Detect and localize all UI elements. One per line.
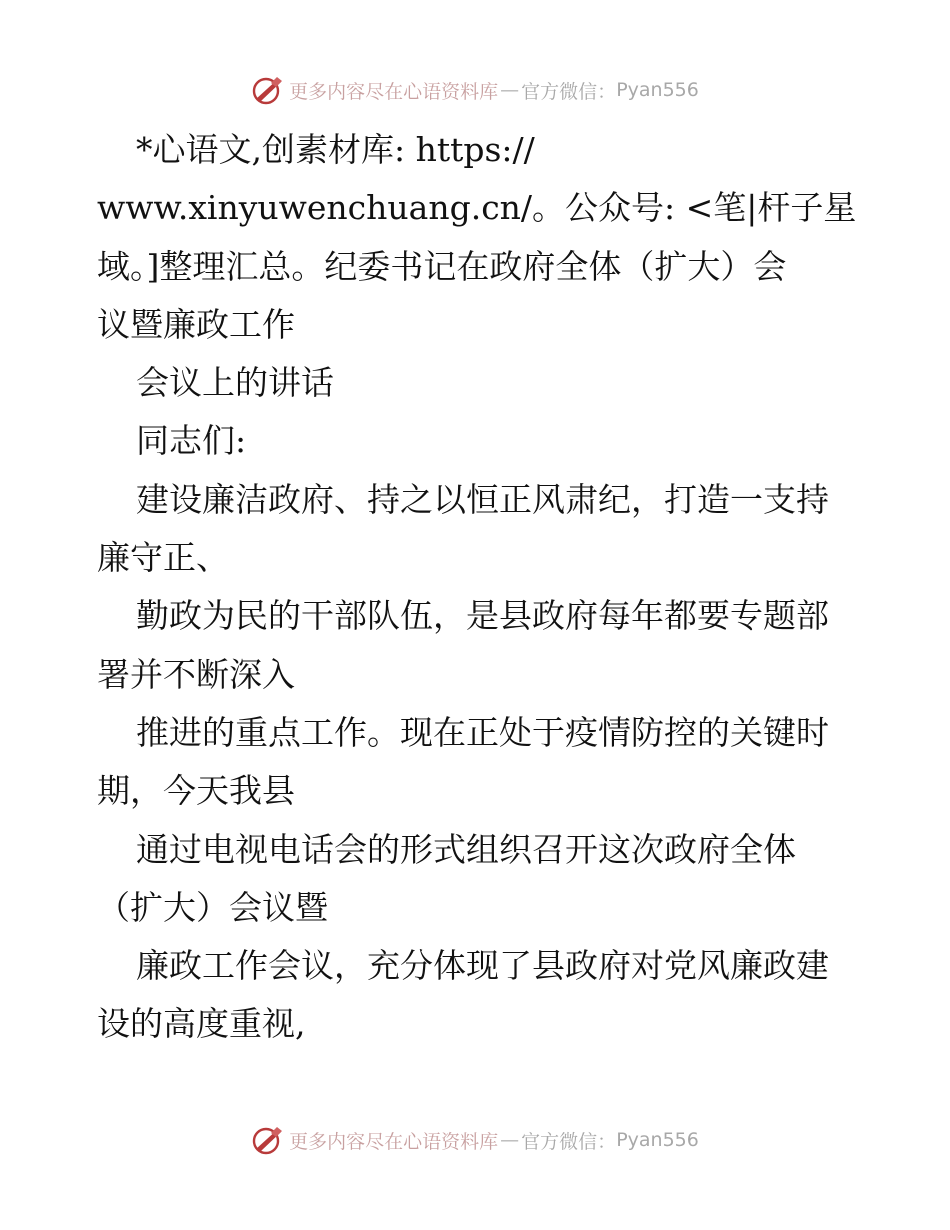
quill-logo-icon	[251, 73, 285, 107]
text-line: 建设廉洁政府、持之以恒正风肃纪，打造一支持	[136, 479, 829, 519]
banner-official-label: 官方微信：	[521, 1130, 617, 1153]
banner-official-label: 官方微信：	[521, 80, 617, 103]
text-line: *心语文,创素材库: https://	[136, 130, 535, 169]
text-line: www.xinyuwenchuang.cn/。公众号: <笔|杆子星	[97, 188, 857, 228]
text-line: （扩大）会议暨	[97, 887, 328, 927]
text-line: 设的高度重视,	[97, 1004, 306, 1044]
quill-logo-icon	[251, 1123, 285, 1157]
text-line: 会议上的讲话	[136, 363, 334, 403]
document-body	[97, 121, 867, 1054]
text-line: 同志们:	[136, 421, 247, 461]
text-line: 域。]整理汇总。纪委书记在政府全体（扩大）会	[97, 246, 787, 286]
text-line: 廉守正、	[97, 538, 229, 578]
text-line: 勤政为民的干部队伍，是县政府每年都要专题部	[136, 596, 829, 636]
text-line: 廉政工作会议，充分体现了县政府对党风廉政建	[136, 946, 829, 986]
text-line: 议暨廉政工作	[97, 304, 295, 344]
footer-watermark-banner	[0, 1120, 950, 1160]
banner-wechat-id: Pyan556	[616, 1129, 699, 1151]
banner-wechat-id: Pyan556	[616, 79, 699, 101]
banner-separator: —	[500, 1129, 520, 1151]
banner-brand-text: 更多内容尽在心语资料库	[289, 80, 499, 103]
header-watermark-banner	[0, 70, 950, 110]
banner-brand-text: 更多内容尽在心语资料库	[289, 1130, 499, 1153]
text-line: 推进的重点工作。现在正处于疫情防控的关键时	[136, 712, 829, 752]
text-line: 署并不断深入	[97, 654, 295, 694]
banner-separator: —	[500, 79, 520, 101]
text-line: 通过电视电话会的形式组织召开这次政府全体	[136, 829, 796, 869]
text-line: 期，今天我县	[97, 771, 295, 811]
